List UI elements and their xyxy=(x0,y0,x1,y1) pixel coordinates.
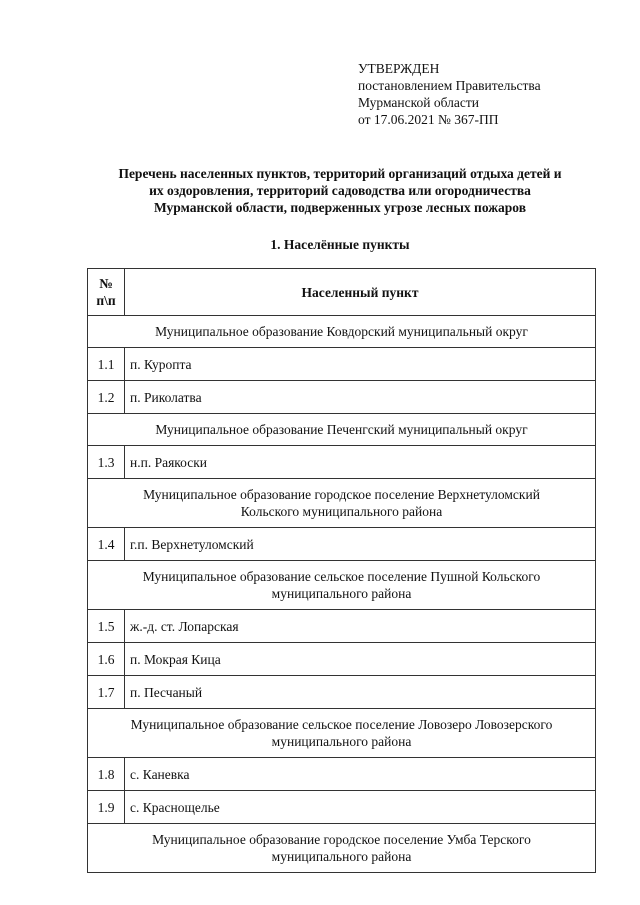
settlement-name: н.п. Раякоски xyxy=(125,446,596,479)
settlement-row xyxy=(88,758,596,791)
settlement-number: 1.7 xyxy=(88,676,125,709)
settlement-number: 1.2 xyxy=(88,381,125,414)
settlement-number: 1.8 xyxy=(88,758,125,791)
settlement-name: с. Краснощелье xyxy=(125,791,596,824)
settlement-name: п. Риколатва xyxy=(125,381,596,414)
header-number-line: № xyxy=(99,276,113,291)
settlement-number: 1.5 xyxy=(88,610,125,643)
settlement-row xyxy=(88,528,596,561)
table-body xyxy=(88,316,596,873)
settlement-row xyxy=(88,446,596,479)
settlement-number: 1.3 xyxy=(88,446,125,479)
header-number-line: п\п xyxy=(96,293,116,308)
municipality-line: Муниципальное образование Ковдорский муниципальный округ xyxy=(155,324,528,339)
municipality-line: Муниципальное образование сельское поселение Пушной Кольского xyxy=(142,569,541,584)
document-title xyxy=(70,165,610,216)
settlement-row xyxy=(88,381,596,414)
municipality-line: Кольского муниципального района xyxy=(240,504,443,519)
settlement-row xyxy=(88,791,596,824)
municipality-row xyxy=(88,824,596,873)
settlement-name: г.п. Верхнетуломский xyxy=(125,528,596,561)
settlement-number: 1.9 xyxy=(88,791,125,824)
approval-line: от 17.06.2021 № 367-ПП xyxy=(358,112,499,127)
title-line: Мурманской области, подверженных угрозе лесных пожаров xyxy=(153,200,526,215)
municipality-line: Муниципальное образование Печенгский муниципальный округ xyxy=(155,422,528,437)
municipality-line: муниципального района xyxy=(271,586,412,601)
settlement-number: 1.6 xyxy=(88,643,125,676)
municipality-line: Муниципальное образование городское поселение Умба Терского xyxy=(152,832,531,847)
municipality-line: Муниципальное образование городское поселение Верхнетуломский xyxy=(143,487,540,502)
municipality-name xyxy=(88,824,596,873)
municipality-row xyxy=(88,316,596,348)
settlement-row xyxy=(88,610,596,643)
settlement-name: ж.-д. ст. Лопарская xyxy=(125,610,596,643)
municipality-line: муниципального района xyxy=(271,849,412,864)
settlement-name: п. Куропта xyxy=(125,348,596,381)
title-line: Перечень населенных пунктов, территорий организаций отдыха детей и xyxy=(118,166,562,181)
table-header-row xyxy=(88,269,596,316)
approval-line: Мурманской области xyxy=(358,95,479,110)
settlement-name: п. Песчаный xyxy=(125,676,596,709)
municipality-name xyxy=(88,709,596,758)
municipality-name xyxy=(88,316,596,348)
header-number xyxy=(88,269,125,316)
municipality-line: муниципального района xyxy=(271,734,412,749)
municipality-line: Муниципальное образование сельское поселение Ловозеро Ловозерского xyxy=(130,717,553,732)
municipality-row xyxy=(88,561,596,610)
settlement-number: 1.1 xyxy=(88,348,125,381)
settlements-table xyxy=(87,268,596,873)
approval-line: УТВЕРЖДЕН xyxy=(358,61,440,76)
settlement-number: 1.4 xyxy=(88,528,125,561)
title-line: их оздоровления, территорий садоводства или огородничества xyxy=(149,183,531,198)
header-settlement: Населенный пункт xyxy=(125,269,596,316)
settlement-name: п. Мокрая Кица xyxy=(125,643,596,676)
approval-line: постановлением Правительства xyxy=(358,78,541,93)
settlement-row xyxy=(88,348,596,381)
municipality-name xyxy=(88,479,596,528)
municipality-row xyxy=(88,414,596,446)
municipality-row xyxy=(88,709,596,758)
municipality-row xyxy=(88,479,596,528)
municipality-name xyxy=(88,414,596,446)
section-title: 1. Населённые пункты xyxy=(270,237,410,252)
settlement-name: с. Каневка xyxy=(125,758,596,791)
approval-stamp xyxy=(358,60,541,128)
settlement-row xyxy=(88,676,596,709)
municipality-name xyxy=(88,561,596,610)
settlement-row xyxy=(88,643,596,676)
